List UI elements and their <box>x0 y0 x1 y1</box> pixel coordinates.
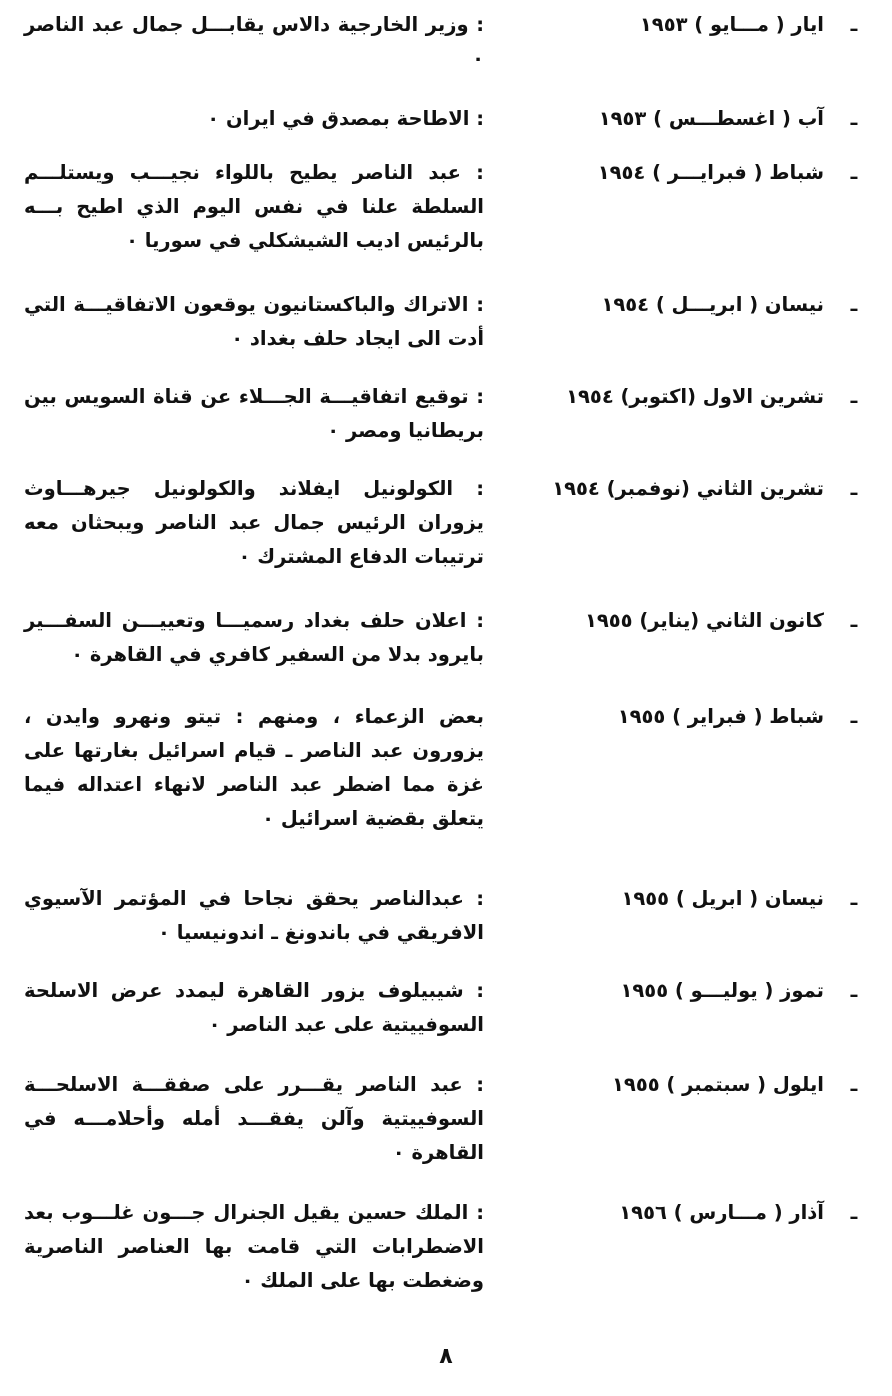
entry-event: : الملك حسين يقيل الجنرال جـــون غلـــوب بعد الاضطرابات التي قامت بها العناصر الناصرية وضغطت بها على الملك ٠ <box>24 1201 484 1292</box>
entry-event: : الكولونيل ايفلاند والكولونيل جيرهـــاوث يزوران الرئيس جمال عبد الناصر ويبحثان معه ترتيبات الدفاع المشترك ٠ <box>24 477 484 568</box>
timeline-entry <box>24 472 864 574</box>
entry-date: نيسان ( ابريل ) ١٩٥٥ <box>621 887 824 910</box>
entry-dash: ـ <box>850 979 858 1002</box>
entry-date: تشرين الاول (اكتوبر) ١٩٥٤ <box>566 385 824 408</box>
entry-event: : شيبيلوف يزور القاهرة ليمدد عرض الاسلحة السوفييتية على عبد الناصر ٠ <box>24 979 484 1036</box>
entry-date: ايار ( مـــايو ) ١٩٥٣ <box>639 13 824 36</box>
timeline-entry <box>24 974 864 1042</box>
entry-dash: ـ <box>850 477 858 500</box>
entry-dash: ـ <box>850 13 858 36</box>
entry-date: ايلول ( سبتمبر ) ١٩٥٥ <box>612 1073 824 1096</box>
entry-date: تشرين الثاني (نوفمبر) ١٩٥٤ <box>552 477 824 500</box>
entry-dash: ـ <box>850 1073 858 1096</box>
entry-dash: ـ <box>850 1201 858 1224</box>
timeline-entry <box>24 288 864 356</box>
timeline-entry <box>24 1068 864 1170</box>
entry-date: شباط ( فبراير ) ١٩٥٥ <box>617 705 824 728</box>
entry-event: : وزير الخارجية دالاس يقابـــل جمال عبد الناصر ٠ <box>24 13 484 70</box>
entry-dash: ـ <box>850 887 858 910</box>
entry-dash: ـ <box>850 609 858 632</box>
entry-event: : عبدالناصر يحقق نجاحا في المؤتمر الآسيوي الافريقي في باندونغ ـ اندونيسيا ٠ <box>24 887 484 944</box>
page-number: ٨ <box>439 1344 453 1369</box>
entry-dash: ـ <box>850 107 858 130</box>
entry-dash: ـ <box>850 161 858 184</box>
entry-date: آب ( اغسطـــس ) ١٩٥٣ <box>598 107 824 130</box>
timeline-entry <box>24 102 864 136</box>
entry-event: : عبد الناصر يقـــرر على صفقـــة الاسلحـــة السوفييتية وآلن يفقـــد أمله وأحلامـــه في القاهرة ٠ <box>24 1073 484 1164</box>
timeline-entry <box>24 604 864 672</box>
timeline-entry <box>24 700 864 836</box>
entry-date: كانون الثاني (يناير) ١٩٥٥ <box>584 609 824 632</box>
timeline-entry <box>24 882 864 950</box>
entry-dash: ـ <box>850 705 858 728</box>
entry-event: : الاطاحة بمصدق في ايران ٠ <box>207 107 484 130</box>
entry-event: : الاتراك والباكستانيون يوقعون الاتفاقيـــة التي أدت الى ايجاد حلف بغداد ٠ <box>24 293 484 350</box>
timeline-entry <box>24 380 864 448</box>
entry-dash: ـ <box>850 385 858 408</box>
entry-date: آذار ( مـــارس ) ١٩٥٦ <box>619 1201 824 1224</box>
entry-event: : اعلان حلف بغداد رسميـــا وتعييـــن السفـــير بايرود بدلا من السفير كافري في القاهرة ٠ <box>24 609 484 666</box>
entry-date: نيسان ( ابريـــل ) ١٩٥٤ <box>601 293 824 316</box>
timeline-entry <box>24 156 864 258</box>
timeline-entry <box>24 8 864 76</box>
entry-date: شباط ( فبرايـــر ) ١٩٥٤ <box>597 161 824 184</box>
entry-event: : عبد الناصر يطيح باللواء نجيـــب ويستلـــم السلطة علنا في نفس اليوم الذي اطيح بـــه بالرئيس اديب الشيشكلي في سوريا ٠ <box>24 161 484 252</box>
entry-event: : توقيع اتفاقيـــة الجـــلاء عن قناة السويس بين بريطانيا ومصر ٠ <box>24 385 484 442</box>
entry-dash: ـ <box>850 293 858 316</box>
entry-date: تموز ( يوليـــو ) ١٩٥٥ <box>620 979 824 1002</box>
timeline-entry <box>24 1196 864 1298</box>
entry-event: بعض الزعماء ، ومنهم : تيتو ونهرو وايدن ، يزورون عبد الناصر ـ قيام اسرائيل بغارتها على غزة مما اضطر عبد الناصر لانهاء اعتداله فيما يتعلق بقضية اسرائيل ٠ <box>24 705 484 830</box>
